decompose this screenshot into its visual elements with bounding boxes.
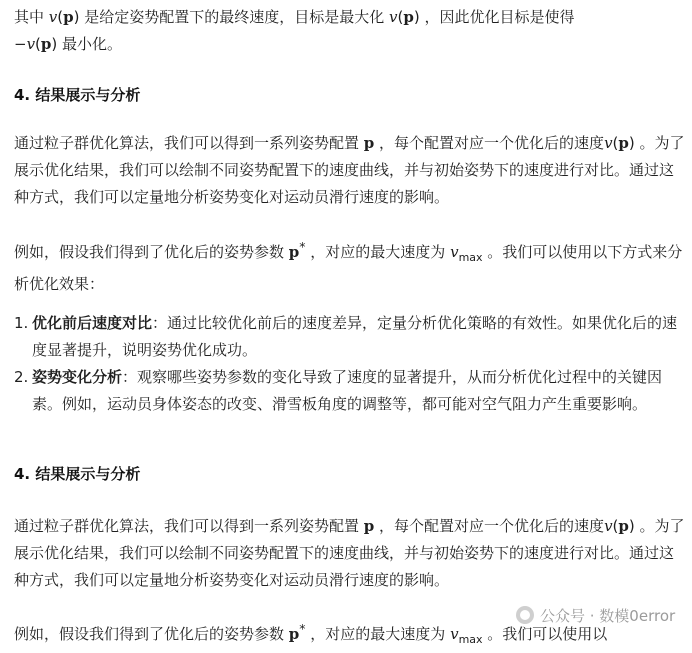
list-item: 1. 优化前后速度对比：通过比较优化前后的速度差异，定量分析优化策略的有效性。如果优化后的速度显著提升，说明姿势优化成功。	[14, 314, 678, 359]
wechat-logo-icon	[516, 606, 534, 624]
watermark-text: 公众号 · 数模0error	[540, 606, 676, 625]
list-item: 2. 姿势变化分析：观察哪些姿势参数的变化导致了速度的显著提升，从而分析优化过程中的关键因素。例如，运动员身体姿态的改变、滑雪板角度的调整等，都可能对空气阻力产生重要影响。	[14, 368, 663, 413]
section-heading: 4. 结果展示与分析	[14, 86, 141, 104]
analysis-list	[14, 310, 686, 418]
paragraph-example-repeat: 例如，假设我们得到了优化后的姿势参数 p* ，对应的最大速度为 $v_{max}$ 。我们可以使用以	[14, 621, 608, 646]
paragraph-results: 通过粒子群优化算法，我们可以得到一系列姿势配置 p ，每个配置对应一个优化后的速度v(p) 。为了展示优化结果，我们可以绘制不同姿势配置下的速度曲线，并与初始姿势下的速度进行对比。通过这种方式，我们可以定量地分析姿势变化对运动员滑行速度的影响。	[14, 134, 685, 206]
section-heading-repeat: 4. 结果展示与分析	[14, 465, 141, 483]
intro-paragraph: 其中 v(p) 是给定姿势配置下的最终速度，目标是最大化 v(p) ，因此优化目标是使得 −v(p) 最小化。	[14, 8, 575, 53]
paragraph-example: 例如，假设我们得到了优化后的姿势参数 p* ，对应的最大速度为 $v_{max}$ 。我们可以使用以下方式来分析优化效果：	[14, 239, 683, 293]
watermark	[516, 603, 675, 627]
paragraph-results-repeat: 通过粒子群优化算法，我们可以得到一系列姿势配置 p ，每个配置对应一个优化后的速度v(p) 。为了展示优化结果，我们可以绘制不同姿势配置下的速度曲线，并与初始姿势下的速度进行对比。通过这种方式，我们可以定量地分析姿势变化对运动员滑行速度的影响。	[14, 517, 685, 589]
